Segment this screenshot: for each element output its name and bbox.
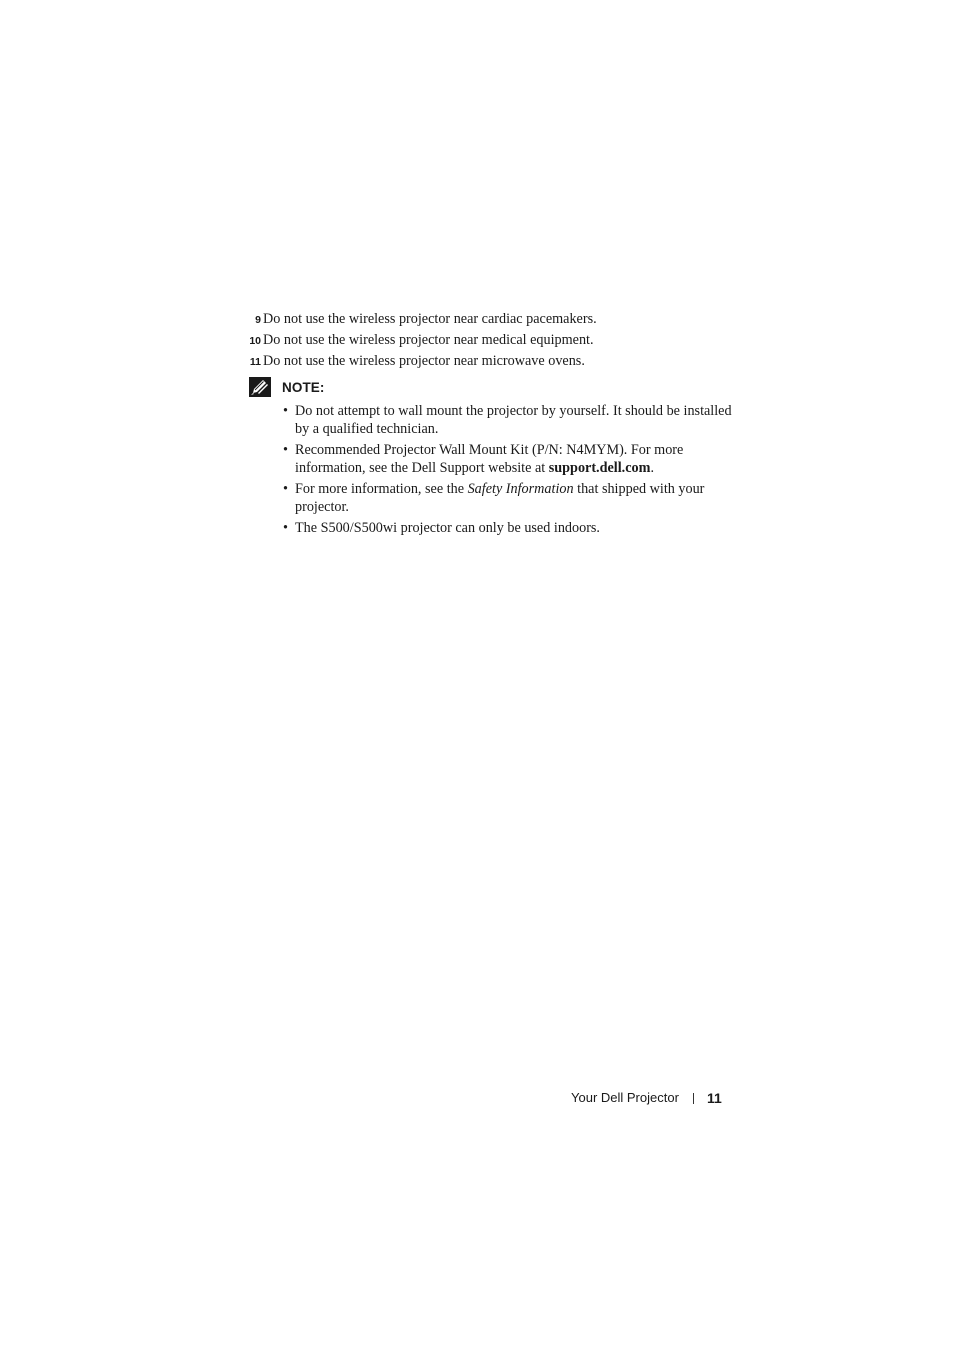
support-website-link[interactable]: support.dell.com xyxy=(548,460,651,476)
note-label: NOTE: xyxy=(282,379,325,395)
bullet-text-end: that shipped with your projector. xyxy=(295,481,705,515)
list-item xyxy=(283,441,743,477)
safety-information-title: Safety Information xyxy=(467,481,574,497)
bullet-icon: • xyxy=(283,481,288,497)
bullet-text: Do not attempt to wall mount the projector by yourself. It should be installed by a qualified technician. xyxy=(295,403,732,437)
note-heading xyxy=(249,376,325,398)
bullet-text: For more information, see the xyxy=(295,481,468,497)
bullet-icon: • xyxy=(283,520,288,536)
bullet-text: Recommended Projector Wall Mount Kit (P/N: N4MYM). For more information, see the Dell Support website at xyxy=(295,442,684,476)
bullet-icon: • xyxy=(283,442,288,458)
item-text: Do not use the wireless projector near cardiac pacemakers. xyxy=(263,311,597,327)
list-item xyxy=(247,351,747,372)
safety-numbered-list xyxy=(247,309,747,372)
bullet-icon: • xyxy=(283,403,288,419)
item-number: 11 xyxy=(249,356,261,368)
note-bullet-list xyxy=(283,402,743,540)
item-number: 9 xyxy=(255,314,261,326)
list-item xyxy=(247,330,747,351)
page-footer xyxy=(560,1088,725,1108)
bullet-text-end: . xyxy=(650,460,654,476)
page-number: 11 xyxy=(707,1090,722,1106)
item-text: Do not use the wireless projector near medical equipment. xyxy=(263,332,594,348)
list-item xyxy=(283,480,743,516)
list-item xyxy=(283,402,743,438)
list-item xyxy=(283,519,743,537)
footer-title: Your Dell Projector xyxy=(571,1090,679,1105)
list-item xyxy=(247,309,747,330)
bullet-text: The S500/S500wi projector can only be used indoors. xyxy=(295,520,600,536)
item-number: 10 xyxy=(249,335,261,347)
item-text: Do not use the wireless projector near microwave ovens. xyxy=(263,353,585,369)
pencil-note-icon xyxy=(249,377,271,397)
footer-divider xyxy=(693,1093,694,1104)
